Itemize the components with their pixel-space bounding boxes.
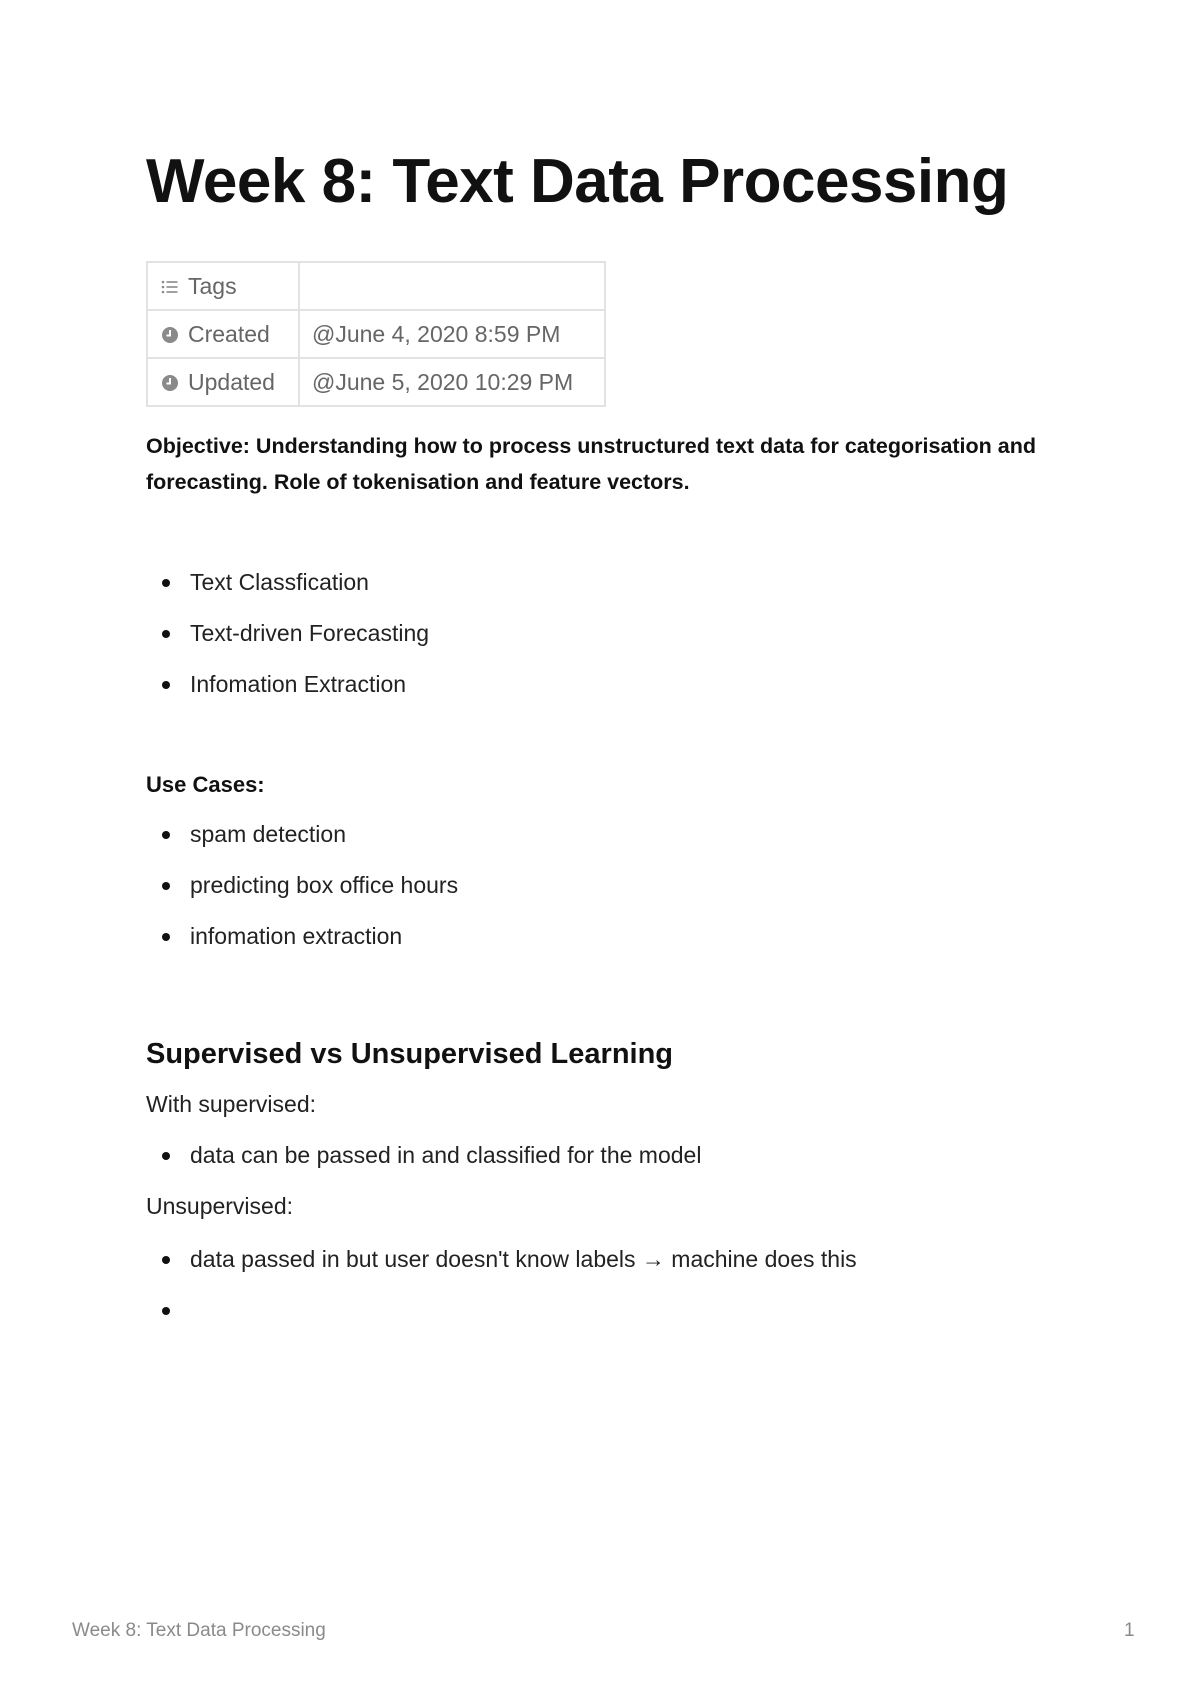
section-heading: Supervised vs Unsupervised Learning [146, 1038, 674, 1070]
list-item [146, 1294, 857, 1345]
property-key [147, 310, 299, 358]
footer-title: Week 8: Text Data Processing [72, 1620, 326, 1641]
unsupervised-list [146, 1243, 857, 1345]
bullet-icon [162, 933, 170, 941]
list-item-text: data can be passed in and classified for the model [190, 1142, 702, 1168]
list-item-text: Text Classfication [190, 569, 369, 595]
list-item-text: data passed in but user doesn't know labels → machine does this [190, 1246, 857, 1272]
property-row-created [147, 310, 605, 358]
bullet-icon [162, 1152, 170, 1160]
page-title: Week 8: Text Data Processing [146, 147, 1009, 216]
properties-table [146, 261, 606, 407]
list-item [146, 617, 429, 668]
list-item-text: predicting box office hours [190, 872, 459, 898]
property-row-updated [147, 358, 605, 406]
property-key-label: Tags [188, 272, 237, 299]
bullet-icon [162, 882, 170, 890]
clock-icon [160, 373, 180, 393]
bullet-icon [162, 681, 170, 689]
property-value [299, 262, 605, 310]
bullet-icon [162, 1256, 170, 1264]
topics-list [146, 566, 429, 719]
page-number: 1 [1124, 1620, 1135, 1641]
list-item [146, 920, 458, 971]
bullet-icon [162, 1307, 170, 1315]
use-cases-label: Use Cases: [146, 772, 265, 797]
bullet-icon [162, 831, 170, 839]
supervised-list [146, 1139, 701, 1190]
bullet-icon [162, 630, 170, 638]
property-value: @June 4, 2020 8:59 PM [299, 310, 605, 358]
property-value: @June 5, 2020 10:29 PM [299, 358, 605, 406]
property-key [147, 358, 299, 406]
list-item-text: Infomation Extraction [190, 671, 407, 697]
list-item [146, 1139, 701, 1190]
property-key-label: Created [188, 320, 270, 347]
property-key [147, 262, 299, 310]
list-item [146, 566, 429, 617]
list-item [146, 668, 429, 719]
clock-icon [160, 325, 180, 345]
list-item-text: infomation extraction [190, 923, 403, 949]
bullet-icon [162, 579, 170, 587]
property-key-label: Updated [188, 368, 275, 395]
use-cases-list [146, 818, 458, 971]
list-item-text: Text-driven Forecasting [190, 620, 430, 646]
list-item [146, 1243, 857, 1294]
supervised-label: With supervised: [146, 1091, 317, 1117]
list-item [146, 869, 458, 920]
objective-text: Objective: Understanding how to process unstructured text data for categorisation and forecasting. Role of tokenisation and feature vectors. [146, 434, 1036, 494]
list-item-text: spam detection [190, 821, 346, 847]
list-icon [160, 277, 180, 297]
list-item [146, 818, 458, 869]
property-row-tags [147, 262, 605, 310]
unsupervised-label: Unsupervised: [146, 1193, 294, 1219]
